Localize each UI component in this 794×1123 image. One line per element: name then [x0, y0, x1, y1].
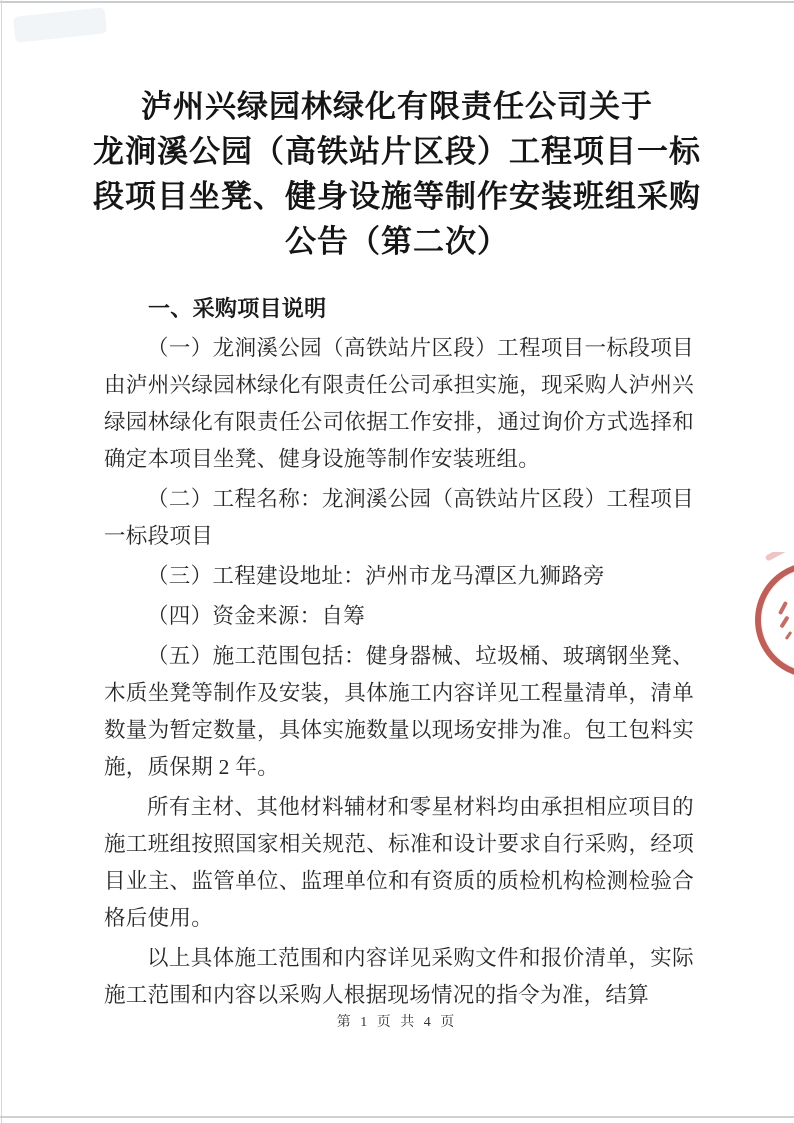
seal-stamp-glyph-fragment [785, 631, 793, 640]
scan-smudge [13, 7, 107, 42]
page-number-footer: 第 1 页 共 4 页 [336, 1015, 458, 1030]
seal-stamp-glyph-fragment [779, 615, 789, 628]
section-heading: 一、采购项目说明 [148, 296, 327, 321]
body-paragraph: （五）施工范围包括：健身器械、垃圾桶、玻璃钢坐凳、木质坐凳等制作及安装，具体施工内容详见工程量清单，清单数量为暂定数量，具体实施数量以现场安排为准。包工包料实施，质保期 2 年。 [104, 644, 694, 779]
seal-stamp-glyph-fragment [778, 601, 788, 615]
seal-stamp-smear [765, 552, 794, 562]
body-paragraph: （一）龙涧溪公园（高铁站片区段）工程项目一标段项目由泸州兴绿园林绿化有限责任公司承担实施，现采购人泸州兴绿园林绿化有限责任公司依据工作安排，通过询价方式选择和确定本项目坐凳、健身设施等制作安装班组。 [104, 336, 694, 471]
body-paragraph: （三）工程建设地址：泸州市龙马潭区九狮路旁 [147, 564, 605, 588]
scan-edge-bottom [0, 1116, 794, 1118]
document-title [40, 84, 754, 264]
body-paragraph: （二）工程名称：龙涧溪公园（高铁站片区段）工程项目一标段项目 [104, 487, 694, 548]
document-body [104, 290, 694, 1017]
document-title-line: 段项目坐凳、健身设施等制作安装班组采购 [93, 179, 701, 214]
seal-stamp-arc [755, 562, 794, 678]
body-paragraph: （四）资金来源：自筹 [147, 604, 366, 628]
body-paragraph: 以上具体施工范围和内容详见采购文件和报价清单，实际施工范围和内容以采购人根据现场情况的指令为准，结算 [104, 946, 694, 1007]
document-title-line: 公告（第二次） [285, 224, 509, 259]
scan-edge-top [0, 1, 794, 3]
document-title-line: 龙涧溪公园（高铁站片区段）工程项目一标 [93, 134, 701, 169]
document-title-line: 泸州兴绿园林绿化有限责任公司关于 [141, 89, 653, 124]
body-paragraph: 所有主材、其他材料辅材和零星材料均由承担相应项目的施工班组按照国家相关规范、标准和设计要求自行采购，经项目业主、监管单位、监理单位和有资质的质检机构检测检验合格后使用。 [104, 795, 694, 930]
scan-edge-left [1, 0, 2, 1123]
seal-stamp [748, 552, 794, 692]
